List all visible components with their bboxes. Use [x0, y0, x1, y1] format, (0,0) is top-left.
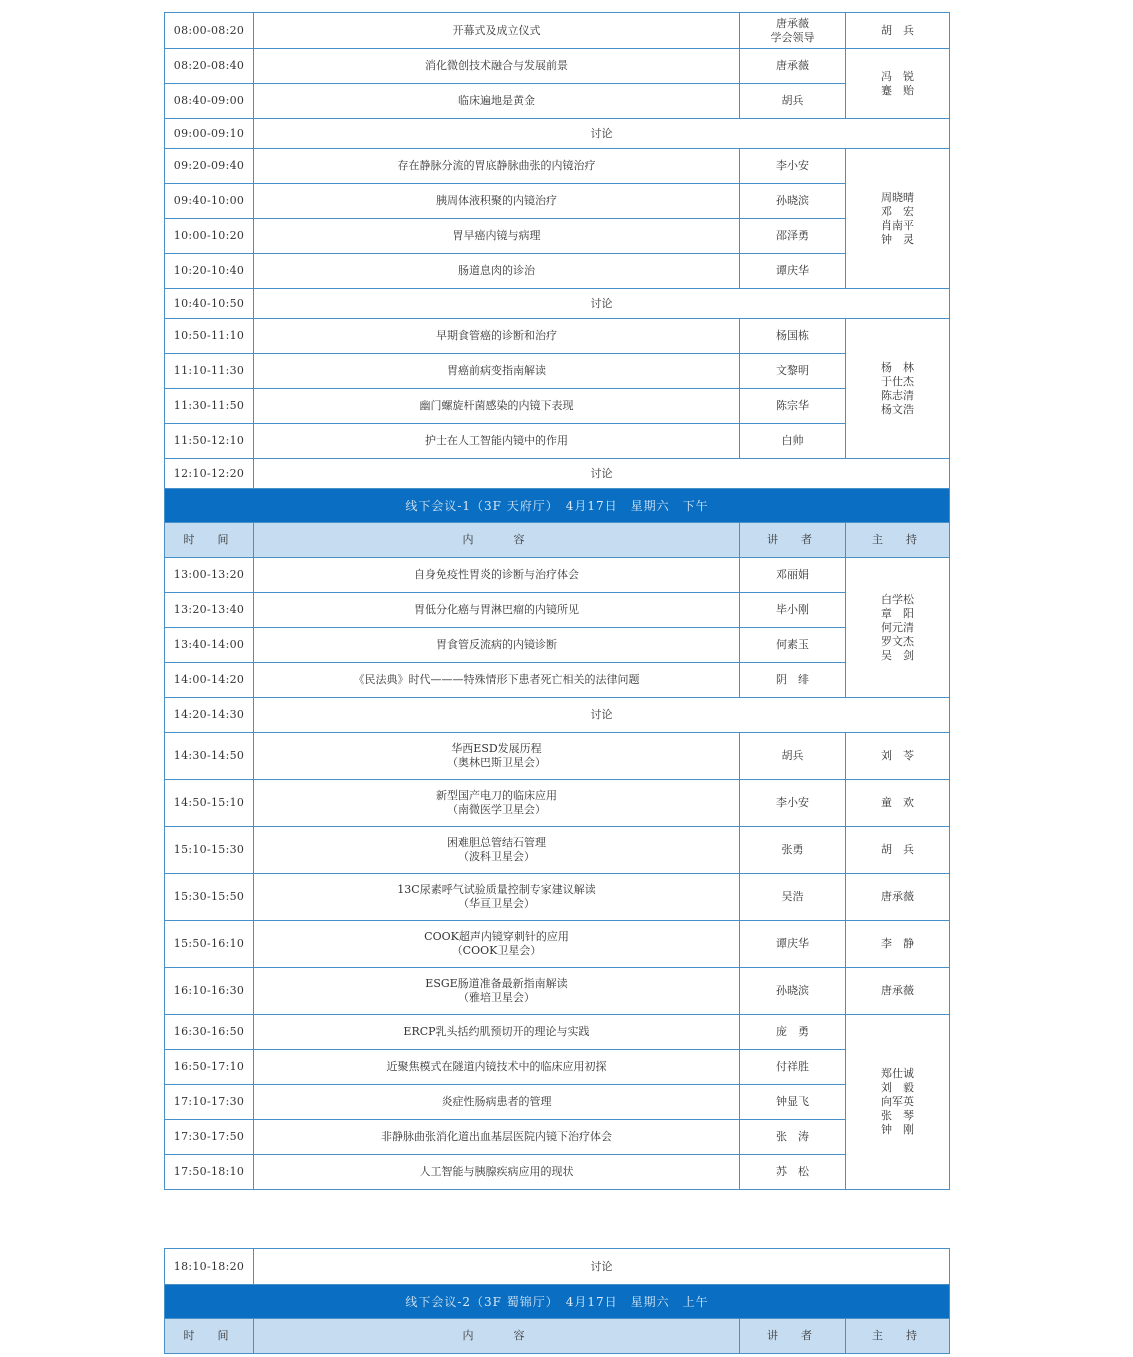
topic-cell: 《民法典》时代———特殊情形下患者死亡相关的法律问题 [254, 663, 740, 698]
table-row [165, 780, 950, 827]
time-cell: 15:10-15:30 [165, 827, 254, 874]
header-speaker: 讲 者 [740, 1319, 846, 1354]
speaker-cell: 钟显飞 [740, 1085, 846, 1120]
host-cell: 胡 兵 [846, 13, 950, 49]
time-cell: 17:50-18:10 [165, 1155, 254, 1190]
speaker-cell: 阴 绯 [740, 663, 846, 698]
time-cell: 08:20-08:40 [165, 49, 254, 84]
topic-cell: ERCP乳头括约肌预切开的理论与实践 [254, 1015, 740, 1050]
table-row [165, 389, 950, 424]
topic-cell: 华西ESD发展历程 （奥林巴斯卫星会） [254, 733, 740, 780]
topic-cell: 困难胆总管结石管理 （波科卫星会） [254, 827, 740, 874]
table-row [165, 1050, 950, 1085]
time-cell: 14:30-14:50 [165, 733, 254, 780]
time-cell: 08:00-08:20 [165, 13, 254, 49]
host-cell: 杨 林 于仕杰 陈志清 杨文浩 [846, 319, 950, 459]
host-cell: 胡 兵 [846, 827, 950, 874]
header-content: 内 容 [254, 1319, 740, 1354]
time-cell: 16:30-16:50 [165, 1015, 254, 1050]
speaker-cell: 唐承薇 学会领导 [740, 13, 846, 49]
speaker-cell: 张勇 [740, 827, 846, 874]
time-cell: 13:40-14:00 [165, 628, 254, 663]
speaker-cell: 邓丽娟 [740, 558, 846, 593]
time-cell: 09:20-09:40 [165, 149, 254, 184]
speaker-cell: 唐承薇 [740, 49, 846, 84]
host-cell: 白学松 章 阳 何元清 罗文杰 吴 剑 [846, 558, 950, 698]
schedule-table [164, 12, 950, 1190]
time-cell: 09:40-10:00 [165, 184, 254, 219]
speaker-cell: 杨国栋 [740, 319, 846, 354]
topic-cell: 13C尿素呼气试验质量控制专家建议解读 （华亘卫星会） [254, 874, 740, 921]
table-row [165, 149, 950, 184]
host-cell: 唐承薇 [846, 968, 950, 1015]
time-cell: 13:00-13:20 [165, 558, 254, 593]
time-cell: 14:00-14:20 [165, 663, 254, 698]
header-time: 时 间 [165, 1319, 254, 1354]
topic-cell: 非静脉曲张消化道出血基层医院内镜下治疗体会 [254, 1120, 740, 1155]
time-cell: 18:10-18:20 [165, 1249, 254, 1285]
topic-cell: 人工智能与胰腺疾病应用的现状 [254, 1155, 740, 1190]
table-row [165, 219, 950, 254]
speaker-cell: 苏 松 [740, 1155, 846, 1190]
time-cell: 13:20-13:40 [165, 593, 254, 628]
topic-cell: 消化微创技术融合与发展前景 [254, 49, 740, 84]
host-cell: 刘 苓 [846, 733, 950, 780]
host-cell: 郑仕诚 刘 毅 向军英 张 琴 钟 刚 [846, 1015, 950, 1190]
topic-cell: 肠道息肉的诊治 [254, 254, 740, 289]
speaker-cell: 白帅 [740, 424, 846, 459]
table-row [165, 874, 950, 921]
host-cell: 李 静 [846, 921, 950, 968]
table-header-row [165, 1319, 950, 1354]
host-cell: 冯 锐 蹇 贻 [846, 49, 950, 119]
time-cell: 16:50-17:10 [165, 1050, 254, 1085]
table-row [165, 84, 950, 119]
time-cell: 08:40-09:00 [165, 84, 254, 119]
discussion-cell: 讨论 [254, 459, 950, 489]
table-row [165, 593, 950, 628]
table-row [165, 827, 950, 874]
topic-cell: 幽门螺旋杆菌感染的内镜下表现 [254, 389, 740, 424]
topic-cell: 临床遍地是黄金 [254, 84, 740, 119]
table-row [165, 184, 950, 219]
session-banner-label: 线下会议-1（3F 天府厅） 4月17日 星期六 下午 [165, 489, 950, 523]
speaker-cell: 毕小刚 [740, 593, 846, 628]
discussion-row [165, 119, 950, 149]
topic-cell: 自身免疫性胃炎的诊断与治疗体会 [254, 558, 740, 593]
header-host: 主 持 [846, 1319, 950, 1354]
host-cell: 童 欢 [846, 780, 950, 827]
header-host: 主 持 [846, 523, 950, 558]
time-cell: 14:20-14:30 [165, 698, 254, 733]
table-row [165, 558, 950, 593]
schedule-table-continued [164, 1248, 950, 1354]
topic-cell: 开幕式及成立仪式 [254, 13, 740, 49]
topic-cell: COOK超声内镜穿刺针的应用 （COOK卫星会） [254, 921, 740, 968]
table-row [165, 319, 950, 354]
topic-cell: 炎症性肠病患者的管理 [254, 1085, 740, 1120]
table-row [165, 921, 950, 968]
discussion-cell: 讨论 [254, 119, 950, 149]
table-row [165, 968, 950, 1015]
speaker-cell: 孙晓滨 [740, 184, 846, 219]
time-cell: 10:20-10:40 [165, 254, 254, 289]
table-header-row [165, 523, 950, 558]
time-cell: 17:10-17:30 [165, 1085, 254, 1120]
topic-cell: 新型国产电刀的临床应用 （南微医学卫星会） [254, 780, 740, 827]
table-row [165, 663, 950, 698]
table-row [165, 254, 950, 289]
header-time: 时 间 [165, 523, 254, 558]
time-cell: 15:30-15:50 [165, 874, 254, 921]
table-row [165, 1015, 950, 1050]
time-cell: 11:30-11:50 [165, 389, 254, 424]
topic-cell: 胃食管反流病的内镜诊断 [254, 628, 740, 663]
time-cell: 09:00-09:10 [165, 119, 254, 149]
topic-cell: 护士在人工智能内镜中的作用 [254, 424, 740, 459]
session-banner-label: 线下会议-2（3F 蜀锦厅） 4月17日 星期六 上午 [165, 1285, 950, 1319]
time-cell: 10:40-10:50 [165, 289, 254, 319]
speaker-cell: 孙晓滨 [740, 968, 846, 1015]
time-cell: 14:50-15:10 [165, 780, 254, 827]
time-cell: 10:50-11:10 [165, 319, 254, 354]
speaker-cell: 李小安 [740, 780, 846, 827]
discussion-row [165, 289, 950, 319]
speaker-cell: 付祥胜 [740, 1050, 846, 1085]
table-row [165, 628, 950, 663]
time-cell: 15:50-16:10 [165, 921, 254, 968]
discussion-cell: 讨论 [254, 289, 950, 319]
table-row [165, 354, 950, 389]
header-content: 内 容 [254, 523, 740, 558]
table-row [165, 1085, 950, 1120]
session-banner [165, 1285, 950, 1319]
speaker-cell: 谭庆华 [740, 254, 846, 289]
speaker-cell: 胡兵 [740, 733, 846, 780]
table-row [165, 49, 950, 84]
session-banner [165, 489, 950, 523]
host-cell: 周晓晴 邓 宏 肖南平 钟 灵 [846, 149, 950, 289]
time-cell: 11:50-12:10 [165, 424, 254, 459]
topic-cell: 存在静脉分流的胃底静脉曲张的内镜治疗 [254, 149, 740, 184]
topic-cell: 胃早癌内镜与病理 [254, 219, 740, 254]
discussion-cell: 讨论 [254, 1249, 950, 1285]
time-cell: 11:10-11:30 [165, 354, 254, 389]
speaker-cell: 胡兵 [740, 84, 846, 119]
table-row [165, 1120, 950, 1155]
table-row [165, 733, 950, 780]
speaker-cell: 谭庆华 [740, 921, 846, 968]
topic-cell: 胰周体液积聚的内镜治疗 [254, 184, 740, 219]
host-cell: 唐承薇 [846, 874, 950, 921]
speaker-cell: 何素玉 [740, 628, 846, 663]
speaker-cell: 邵泽勇 [740, 219, 846, 254]
speaker-cell: 李小安 [740, 149, 846, 184]
discussion-row [165, 698, 950, 733]
topic-cell: 胃癌前病变指南解读 [254, 354, 740, 389]
speaker-cell: 张 涛 [740, 1120, 846, 1155]
time-cell: 12:10-12:20 [165, 459, 254, 489]
discussion-cell: 讨论 [254, 698, 950, 733]
discussion-row [165, 459, 950, 489]
table-row [165, 1155, 950, 1190]
time-cell: 10:00-10:20 [165, 219, 254, 254]
time-cell: 17:30-17:50 [165, 1120, 254, 1155]
topic-cell: 早期食管癌的诊断和治疗 [254, 319, 740, 354]
speaker-cell: 吴浩 [740, 874, 846, 921]
speaker-cell: 陈宗华 [740, 389, 846, 424]
header-speaker: 讲 者 [740, 523, 846, 558]
time-cell: 16:10-16:30 [165, 968, 254, 1015]
discussion-row [165, 1249, 950, 1285]
topic-cell: 近聚焦模式在隧道内镜技术中的临床应用初探 [254, 1050, 740, 1085]
topic-cell: ESGE肠道准备最新指南解读 （雅培卫星会） [254, 968, 740, 1015]
topic-cell: 胃低分化癌与胃淋巴瘤的内镜所见 [254, 593, 740, 628]
table-row [165, 13, 950, 49]
table-row [165, 424, 950, 459]
speaker-cell: 文黎明 [740, 354, 846, 389]
speaker-cell: 庞 勇 [740, 1015, 846, 1050]
